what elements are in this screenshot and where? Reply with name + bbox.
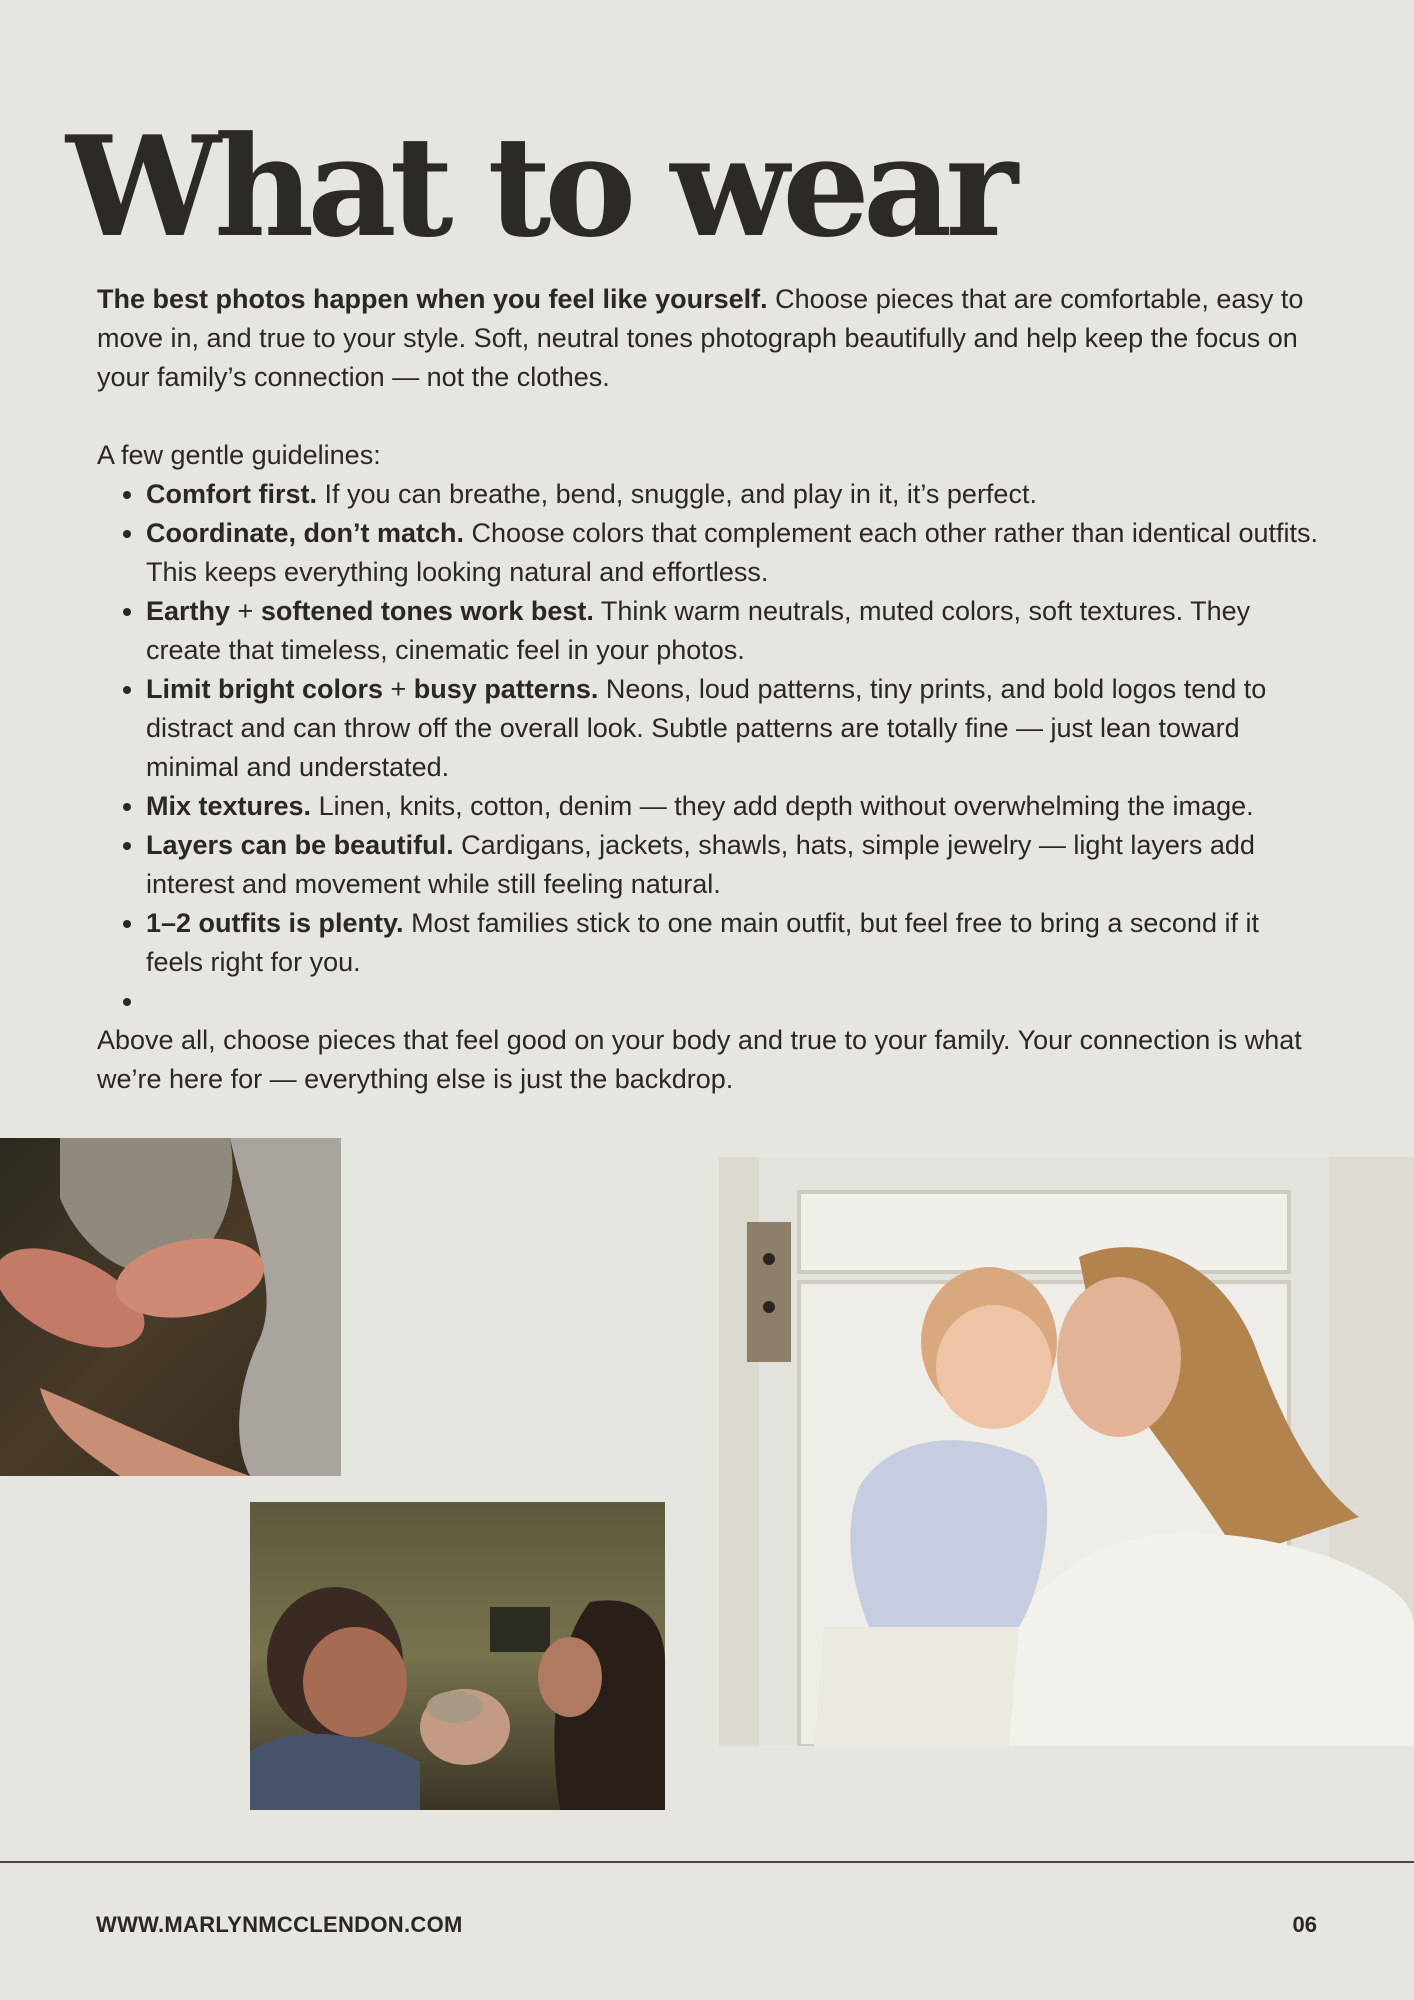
guideline-heading: Earthy [146, 596, 231, 626]
guideline-item [146, 475, 1322, 514]
guideline-heading: Mix textures. [146, 791, 312, 821]
guideline-item [146, 787, 1322, 826]
guideline-text: Choose colors that complement each other rather than identical outfits. This keeps everything looking natural and effortless. [146, 518, 1318, 587]
guideline-heading: softened tones work best. [260, 596, 594, 626]
guideline-item [146, 592, 1322, 670]
body-text [97, 280, 1322, 1099]
guideline-item [146, 514, 1322, 592]
guideline-text: + [383, 674, 414, 704]
guideline-text: Linen, knits, cotton, denim — they add depth without overwhelming the image. [311, 791, 1254, 821]
parents-newborn-photo [250, 1502, 665, 1810]
guideline-text: Cardigans, jackets, shawls, hats, simple jewelry — light layers add interest and movement while still feeling natural. [146, 830, 1255, 899]
intro-text: Choose pieces that are comfortable, easy to move in, and true to your style. Soft, neutral tones photograph beautifully and help keep the focus on your family’s connection — not the clothes. [97, 284, 1304, 392]
mother-child-photo [719, 1157, 1414, 1746]
guideline-item [146, 670, 1322, 787]
guideline-text: + [230, 596, 261, 626]
guideline-heading: Limit bright colors [146, 674, 384, 704]
guideline-text: Neons, loud patterns, tiny prints, and bold logos tend to distract and can throw off the overall look. Subtle patterns are totally fine — just lean toward minimal and understated. [146, 674, 1267, 782]
guidelines-list [97, 475, 1322, 1021]
guideline-text: Most families stick to one main outfit, but feel free to bring a second if it feels right for you. [146, 908, 1259, 977]
footer-divider [0, 1861, 1414, 1863]
guideline-heading: 1–2 outfits is plenty. [146, 908, 404, 938]
guideline-heading: Comfort first. [146, 479, 317, 509]
baby-feet-photo [0, 1138, 341, 1476]
intro-lead: The best photos happen when you feel like yourself. [97, 284, 768, 314]
guideline-heading: Coordinate, don’t match. [146, 518, 465, 548]
guideline-heading: Layers can be beautiful. [146, 830, 454, 860]
closing-paragraph: Above all, choose pieces that feel good on your body and true to your family. Your connection is what we’re here for — everything else is just the backdrop. [97, 1025, 1302, 1094]
intro-paragraph [97, 280, 1322, 397]
guideline-text: If you can breathe, bend, snuggle, and play in it, it’s perfect. [317, 479, 1037, 509]
website-link[interactable]: WWW.MARLYNMCCLENDON.COM [96, 1912, 463, 1937]
guideline-item [146, 904, 1322, 982]
guideline-item [146, 982, 1322, 1021]
guideline-item [146, 826, 1322, 904]
page-title: What to wear [66, 105, 1012, 268]
guidelines-label: A few gentle guidelines: [97, 440, 381, 470]
page-number: 06 [1292, 1912, 1317, 1937]
guideline-heading: busy patterns. [413, 674, 599, 704]
guideline-text: Think warm neutrals, muted colors, soft textures. They create that timeless, cinematic feel in your photos. [146, 596, 1251, 665]
